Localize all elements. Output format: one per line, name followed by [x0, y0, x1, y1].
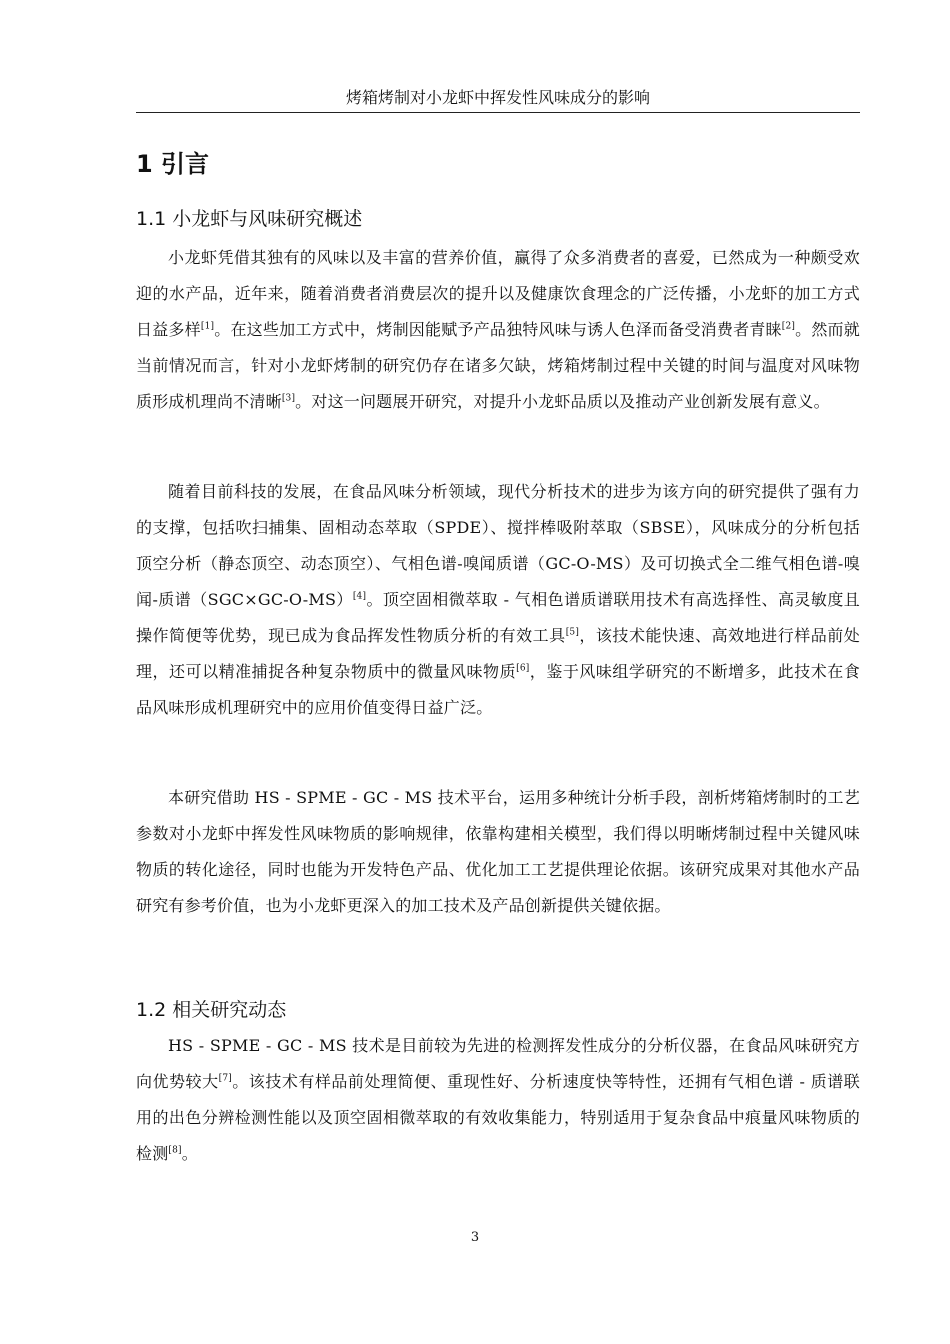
- paragraph: [136, 1028, 860, 1172]
- paragraph: [136, 780, 860, 924]
- text-run: 。: [181, 1144, 198, 1163]
- text-run: ，鉴于风味组学研究的不断增多，此技术在食品风味形成机理研究中的应用价值变得日益广泛。: [136, 662, 860, 717]
- citation-ref: [8]: [168, 1145, 182, 1156]
- text-run: HS - SPME - GC - MS 技术是目前较为先进的检测挥发性成分的分析仪器，在食品风味研究方向优势较大: [136, 1036, 860, 1091]
- text-run: 。在这些加工方式中，烤制因能赋予产品独特风味与诱人色泽而备受消费者青睐: [214, 320, 782, 339]
- text-run: 小龙虾凭借其独有的风味以及丰富的营养价值，赢得了众多消费者的喜爱，已然成为一种颇受欢迎的水产品，近年来，随着消费者消费层次的提升以及健康饮食理念的广泛传播，小龙虾的加工方式日益多样: [136, 248, 860, 339]
- text-run: 本研究借助 HS - SPME - GC - MS 技术平台，运用多种统计分析手段，剖析烤箱烤制时的工艺参数对小龙虾中挥发性风味物质的影响规律，依靠构建相关模型，我们得以明晰烤制过程中关键风味物质的转化途径，同时也能为开发特色产品、优化加工工艺提供理论依据。该研究成果对其他水产品研究有参考价值，也为小龙虾更深入的加工技术及产品创新提供关键依据。: [136, 788, 860, 915]
- text-run: 。该技术有样品前处理简便、重现性好、分析速度快等特性，还拥有气相色谱 - 质谱联用的出色分辨检测性能以及顶空固相微萃取的有效收集能力，特别适用于复杂食品中痕量风味物质的检测: [136, 1072, 860, 1163]
- citation-ref: [2]: [781, 321, 796, 332]
- chapter-title: 1 引言: [136, 150, 210, 178]
- citation-ref: [3]: [281, 393, 296, 404]
- running-header: [136, 88, 860, 113]
- text-run: 。顶空固相微萃取 - 气相色谱质谱联用技术有高选择性、高灵敏度且操作简便等优势，现已成为食品挥发性物质分析的有效工具: [136, 590, 860, 645]
- citation-ref: [1]: [200, 321, 215, 332]
- paragraph: [136, 474, 860, 726]
- text-run: ，该技术能快速、高效地进行样品前处理，还可以精准捕捉各种复杂物质中的微量风味物质: [136, 626, 860, 681]
- citation-ref: [4]: [352, 591, 367, 602]
- section-title-1-1: 1.1 小龙虾与风味研究概述: [136, 208, 363, 230]
- text-run: 。然而就当前情况而言，针对小龙虾烤制的研究仍存在诸多欠缺，烤箱烤制过程中关键的时间与温度对风味物质形成机理尚不清晰: [136, 320, 860, 411]
- citation-ref: [5]: [565, 627, 580, 638]
- running-header-title: 烤箱烤制对小龙虾中挥发性风味成分的影响: [345, 88, 650, 107]
- paragraph: [136, 240, 860, 420]
- page-number: 3: [470, 1230, 480, 1245]
- section-title-1-2: 1.2 相关研究动态: [136, 999, 287, 1021]
- citation-ref: [7]: [218, 1073, 232, 1084]
- text-run: 。对这一问题展开研究，对提升小龙虾品质以及推动产业创新发展有意义。: [295, 392, 830, 411]
- text-run: 随着目前科技的发展，在食品风味分析领域，现代分析技术的进步为该方向的研究提供了强有力的支撑，包括吹扫捕集、固相动态萃取（SPDE）、搅拌棒吸附萃取（SBSE），风味成分的分析包括顶空分析（静态顶空、动态顶空）、气相色谱-嗅闻质谱（GC-O-MS）及可切换式全二维气相色谱-嗅闻-质谱（SGC×GC-O-MS）: [136, 482, 860, 609]
- citation-ref: [6]: [516, 663, 530, 674]
